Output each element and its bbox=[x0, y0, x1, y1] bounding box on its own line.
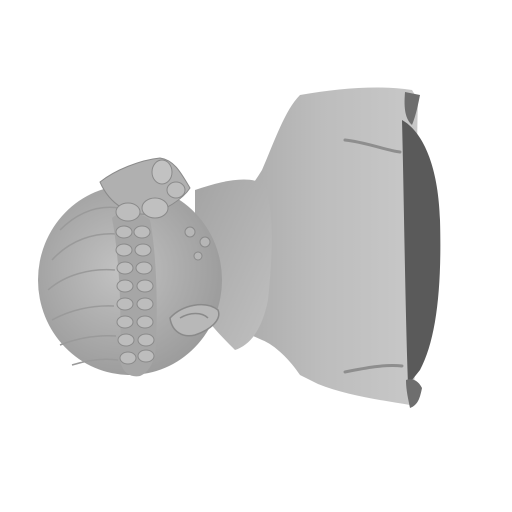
base-cavity bbox=[402, 120, 440, 385]
